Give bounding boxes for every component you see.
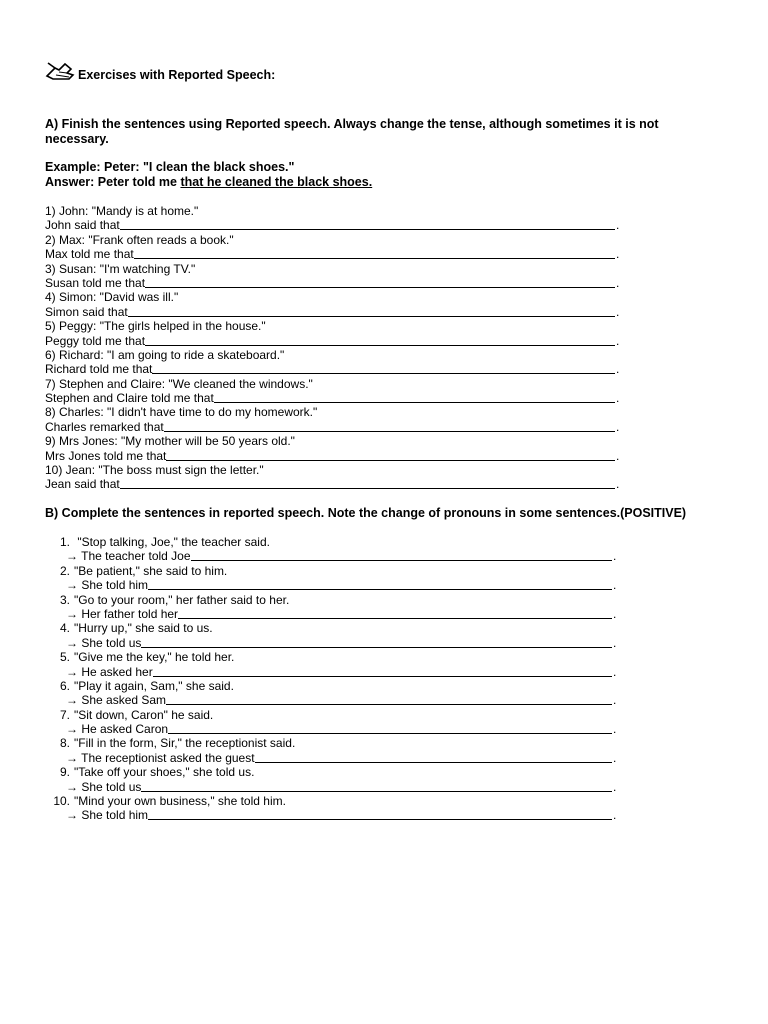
- exercise-b-answer-prompt: → He asked her: [66, 664, 153, 679]
- example-line: Example: Peter: "I clean the black shoes.": [45, 160, 295, 174]
- exercise-b-answer-row: [52, 578, 652, 592]
- exercise-a-answer-row: [45, 420, 645, 434]
- exercise-a-answer-prompt: John said that: [45, 218, 120, 233]
- exercise-a-answer-prompt: Charles remarked that: [45, 419, 164, 434]
- example-answer-underlined: that he cleaned the black shoes.: [180, 174, 373, 189]
- exercise-b-quote: "Be patient," she said to him.: [74, 563, 228, 578]
- exercise-b-quote-row: [52, 564, 652, 578]
- exercise-b-answer-prompt: → She told us: [66, 779, 142, 794]
- answer-blank-line[interactable]: [134, 247, 615, 259]
- exercise-a-quote: 6) Richard: "I am going to ride a skateboard.": [45, 347, 285, 362]
- exercise-b-answer-row: [52, 722, 652, 736]
- exercise-a-quote: 2) Max: "Frank often reads a book.": [45, 232, 234, 247]
- exercise-b-answer-prompt: → The teacher told Joe: [66, 549, 191, 564]
- answer-blank-line[interactable]: [120, 218, 615, 230]
- exercise-b-quote-row: [52, 708, 652, 722]
- exercise-a-quote: 9) Mrs Jones: "My mother will be 50 years old.": [45, 434, 295, 449]
- answer-end-mark: .: [616, 448, 620, 463]
- exercise-a-answer-row: [45, 218, 645, 232]
- exercise-a-answer-prompt: Simon said that: [45, 304, 128, 319]
- answer-end-mark: .: [616, 391, 620, 406]
- exercise-a-answer-row: [45, 362, 645, 376]
- exercise-a-answer-prompt: Susan told me that: [45, 275, 146, 290]
- exercise-b-quote-row: [52, 765, 652, 779]
- exercise-b-answer-prompt: → She told him: [66, 578, 149, 593]
- answer-blank-line[interactable]: [152, 362, 615, 374]
- exercise-a-quote: 10) Jean: "The boss must sign the letter.": [45, 463, 264, 478]
- exercise-b-quote-row: [52, 621, 652, 635]
- writing-hand-icon: [45, 60, 77, 82]
- exercise-a-answer-prompt: Mrs Jones told me that: [45, 448, 167, 463]
- exercise-b-number: 3.: [59, 592, 70, 607]
- exercise-b-number: 2.: [59, 563, 70, 578]
- answer-end-mark: .: [613, 722, 617, 737]
- answer-end-mark: .: [616, 218, 620, 233]
- exercise-b-quote: "Stop talking, Joe," the teacher said.: [74, 535, 270, 549]
- section-b-exercises: [52, 535, 652, 823]
- exercise-b-answer-row: [52, 549, 652, 563]
- page-title: Exercises with Reported Speech:: [78, 68, 276, 82]
- answer-blank-line[interactable]: [148, 578, 612, 590]
- answer-blank-line[interactable]: [166, 449, 615, 461]
- exercise-b-number: 1.: [59, 535, 70, 549]
- exercise-b-answer-row: [52, 808, 652, 822]
- exercise-b-answer-row: [52, 665, 652, 679]
- answer-end-mark: .: [613, 779, 617, 794]
- exercise-b-quote-row: [52, 736, 652, 750]
- exercise-b-quote-row: [52, 535, 652, 549]
- answer-blank-line[interactable]: [153, 665, 612, 677]
- answer-blank-line[interactable]: [168, 722, 612, 734]
- answer-blank-line[interactable]: [178, 607, 612, 619]
- exercise-a-quote: 4) Simon: "David was ill.": [45, 290, 179, 305]
- answer-end-mark: .: [616, 304, 620, 319]
- exercise-a-quote: 7) Stephen and Claire: "We cleaned the windows.": [45, 376, 313, 391]
- answer-blank-line[interactable]: [148, 808, 612, 820]
- exercise-a-quote: 5) Peggy: "The girls helped in the house.": [45, 319, 266, 334]
- answer-end-mark: .: [616, 477, 620, 492]
- answer-end-mark: .: [616, 362, 620, 377]
- example-answer-prefix: Answer: Peter told me: [45, 174, 181, 189]
- title-row: [45, 60, 275, 82]
- exercise-a-answer-row: [45, 334, 645, 348]
- exercise-b-answer-row: [52, 607, 652, 621]
- exercise-b-answer-prompt: → She told us: [66, 635, 142, 650]
- answer-end-mark: .: [616, 275, 620, 290]
- exercise-a-answer-prompt: Stephen and Claire told me that: [45, 391, 214, 406]
- exercise-a-quote: 3) Susan: "I'm watching TV.": [45, 261, 196, 276]
- answer-end-mark: .: [613, 750, 617, 765]
- exercise-b-quote-row: [52, 679, 652, 693]
- exercise-b-number: 4.: [59, 621, 70, 636]
- exercise-a-quote: 8) Charles: "I didn't have time to do my homework.": [45, 405, 318, 420]
- exercise-b-answer-prompt: → Her father told her: [66, 606, 179, 621]
- exercise-b-answer-prompt: → She told him: [66, 808, 149, 823]
- exercise-b-answer-row: [52, 780, 652, 794]
- answer-blank-line[interactable]: [141, 780, 612, 792]
- exercise-a-answer-row: [45, 276, 645, 290]
- exercise-b-quote: "Play it again, Sam," she said.: [74, 678, 234, 693]
- exercise-b-number: 9.: [59, 765, 70, 780]
- answer-end-mark: .: [616, 247, 620, 262]
- exercise-b-answer-prompt: → He asked Caron: [66, 722, 169, 737]
- answer-blank-line[interactable]: [128, 305, 615, 317]
- answer-end-mark: .: [613, 606, 617, 621]
- exercise-b-number: 5.: [59, 650, 70, 665]
- answer-end-mark: .: [613, 549, 617, 564]
- exercise-b-quote-row: [52, 593, 652, 607]
- exercise-a-answer-row: [45, 449, 645, 463]
- example-block: [45, 160, 372, 189]
- exercise-b-quote: "Take off your shoes," she told us.: [74, 765, 255, 780]
- exercise-a-answer-row: [45, 477, 645, 491]
- exercise-a-answer-row: [45, 391, 645, 405]
- exercise-a-answer-row: [45, 247, 645, 261]
- exercise-a-quote: 1) John: "Mandy is at home.": [45, 204, 199, 218]
- exercise-b-quote: "Fill in the form, Sir," the receptionist said.: [74, 736, 296, 751]
- exercise-b-quote: "Give me the key," he told her.: [74, 650, 235, 665]
- exercise-b-number: 8.: [59, 736, 70, 751]
- answer-end-mark: .: [613, 635, 617, 650]
- exercise-b-quote-row: [52, 650, 652, 664]
- exercise-a-answer-prompt: Peggy told me that: [45, 333, 146, 348]
- example-answer: [45, 175, 372, 190]
- exercise-b-quote: "Go to your room," her father said to her.: [74, 592, 290, 607]
- answer-end-mark: .: [613, 578, 617, 593]
- exercise-a-answer-prompt: Richard told me that: [45, 362, 153, 377]
- exercise-b-quote: "Mind your own business," she told him.: [74, 794, 286, 809]
- exercise-b-answer-row: [52, 636, 652, 650]
- exercise-b-number: 6.: [59, 678, 70, 693]
- exercise-a-answer-prompt: Jean said that: [45, 477, 120, 492]
- answer-end-mark: .: [616, 419, 620, 434]
- answer-end-mark: .: [613, 693, 617, 708]
- exercise-b-quote: "Sit down, Caron" he said.: [74, 707, 214, 722]
- answer-blank-line[interactable]: [164, 420, 615, 432]
- section-b-instruction: B) Complete the sentences in reported speech. Note the change of pronouns in some sentences.(POSITIVE): [45, 506, 687, 520]
- answer-blank-line[interactable]: [141, 636, 612, 648]
- exercise-b-answer-prompt: → She asked Sam: [66, 693, 167, 708]
- answer-blank-line[interactable]: [145, 276, 615, 288]
- answer-blank-line[interactable]: [214, 391, 615, 403]
- exercise-a-answer-row: [45, 305, 645, 319]
- answer-blank-line[interactable]: [145, 334, 615, 346]
- answer-end-mark: .: [613, 808, 617, 823]
- answer-blank-line[interactable]: [120, 477, 615, 489]
- answer-blank-line[interactable]: [191, 549, 612, 561]
- answer-blank-line[interactable]: [166, 693, 612, 705]
- exercise-b-number: 10.: [53, 794, 70, 809]
- exercise-b-quote: "Hurry up," she said to us.: [74, 621, 213, 636]
- answer-end-mark: .: [613, 664, 617, 679]
- answer-end-mark: .: [616, 333, 620, 348]
- section-a-exercises: [45, 204, 645, 492]
- exercise-b-number: 7.: [59, 707, 70, 722]
- exercise-b-answer-row: [52, 751, 652, 765]
- exercise-b-answer-row: [52, 693, 652, 707]
- exercise-b-quote-row: [52, 794, 652, 808]
- section-a-instruction: A) Finish the sentences using Reported speech. Always change the tense, although sometimes it is not necessary.: [45, 117, 659, 146]
- exercise-a-answer-prompt: Max told me that: [45, 247, 134, 262]
- answer-blank-line[interactable]: [255, 751, 612, 763]
- exercise-b-answer-prompt: → The receptionist asked the guest: [66, 750, 255, 765]
